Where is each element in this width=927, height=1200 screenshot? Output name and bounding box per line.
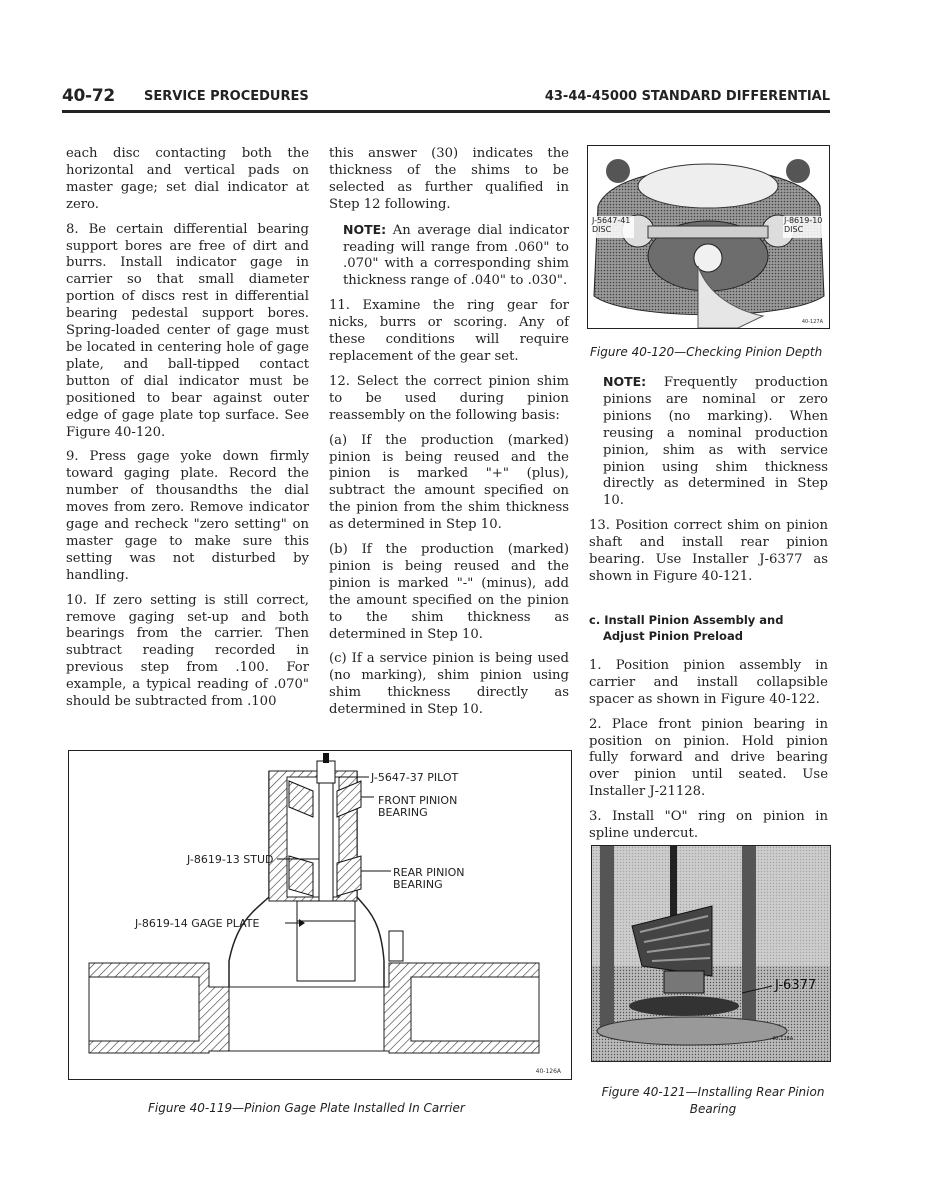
figure-40-121-photo bbox=[591, 845, 831, 1062]
figure-code: 40-126A bbox=[535, 1068, 561, 1075]
caption-line-1: Figure 40-121—Installing Rear Pinion bbox=[601, 1085, 825, 1099]
note-label: NOTE: bbox=[343, 221, 387, 237]
paragraph-step-c3: 3. Install "O" ring on pinion in spline undercut. bbox=[589, 809, 828, 842]
note-text: Frequently production pinions are nominal or zero pinions (no marking). When reusing a nominal production pinion, shim as with service pinion using shim thickness directly as determined in Step 10. bbox=[603, 375, 828, 509]
label-right-disc bbox=[784, 216, 822, 234]
label-front-bearing bbox=[378, 795, 457, 819]
label-right-disc-name: DISC bbox=[784, 225, 804, 234]
paragraph-step-13: 13. Position correct shim on pinion shaft and install rear pinion bearing. Use Installer J-6377 as shown in Figure 40-121. bbox=[589, 518, 828, 584]
section-title: SERVICE PROCEDURES bbox=[144, 89, 309, 104]
subsection-letter: c. bbox=[589, 612, 601, 627]
note-label: NOTE: bbox=[603, 374, 647, 389]
column-3 bbox=[589, 374, 828, 851]
column-1 bbox=[66, 146, 309, 719]
label-pilot: J-5647-37 PILOT bbox=[371, 771, 459, 784]
chapter-title: 43-44-45000 STANDARD DIFFERENTIAL bbox=[544, 89, 830, 104]
note-text: An average dial indicator reading will range from .060" to .070" with a corresponding shim thickness range of .040" to .030". bbox=[343, 222, 569, 289]
label-installer: J-6377 bbox=[775, 978, 817, 993]
figure-code: 40-128A bbox=[772, 1036, 794, 1042]
subsection-title-line1: Install Pinion Assembly and bbox=[604, 612, 784, 627]
paragraph-12a: (a) If the production (marked) pinion is being reused and the pinion is marked "+" (plus), subtract the amount specified on the pinion from the shim thickness as determined in Step 10. bbox=[329, 432, 569, 533]
label-left-disc-name: DISC bbox=[592, 225, 612, 234]
paragraph-step-12: 12. Select the correct pinion shim to be used during pinion reassembly on the following basis: bbox=[329, 373, 569, 423]
note-block bbox=[343, 222, 569, 291]
label-rear-line2: BEARING bbox=[393, 878, 443, 891]
paragraph-step-c2: 2. Place front pinion bearing in position on pinion. Hold pinion fully forward and drive bearing over pinion until seated. Use Installer J-21128. bbox=[589, 716, 828, 800]
figure-code: 40-127A bbox=[801, 319, 823, 325]
paragraph-step-8: 8. Be certain differential bearing support bores are free of dirt and burrs. Install indicator gage in carrier so that small diameter portion of discs rest in differential bearing pedestal support bores. Spring-loaded center of gage must be located in centering hole of gage plate, and ball-tipped contact button of dial indicator must be positioned to bear against outer edge of gage plate top surface. See Figure 40-120. bbox=[66, 221, 309, 440]
paragraph-step-c1: 1. Position pinion assembly in carrier and install collapsible spacer as shown in Figure 40-122. bbox=[589, 657, 828, 707]
label-front-line1: FRONT PINION bbox=[378, 794, 458, 807]
paragraph: this answer (30) indicates the thickness of the shims to be selected as further qualified in Step 12 following. bbox=[329, 146, 569, 212]
label-left-disc-tool: J-5647-41 bbox=[592, 216, 631, 225]
figure-40-120-photo bbox=[587, 145, 830, 329]
figure-40-120-caption: Figure 40-120—Checking Pinion Depth bbox=[590, 345, 823, 359]
paragraph-step-10: 10. If zero setting is still correct, remove gaging set-up and both bearings from the carrier. Then subtract reading recorded in previous step from .100. For example, a typical reading of .070" should be subtracted from .100 bbox=[66, 592, 309, 710]
figure-40-119-diagram bbox=[68, 750, 572, 1080]
label-front-line2: BEARING bbox=[378, 806, 428, 819]
page-number: 40-72 bbox=[62, 86, 115, 106]
caption-line-2: Bearing bbox=[689, 1102, 737, 1116]
paragraph-12c: (c) If a service pinion is being used (no marking), shim pinion using shim thickness directly as determined in Step 10. bbox=[329, 651, 569, 718]
subsection-title-line2: Adjust Pinion Preload bbox=[603, 628, 743, 643]
paragraph-step-9: 9. Press gage yoke down firmly toward gaging plate. Record the number of thousandths the dial moves from zero. Remove indicator gage and recheck "zero setting" on master gage to make sure this setting was not disturbed by handling. bbox=[66, 449, 309, 583]
note-block bbox=[603, 374, 828, 510]
figure-40-119-caption: Figure 40-119—Pinion Gage Plate Installed In Carrier bbox=[148, 1101, 465, 1115]
label-right-disc-tool: J-8619-10 bbox=[784, 216, 823, 225]
paragraph-12b: (b) If the production (marked) pinion is being reused and the pinion is marked "-" (minus), add the amount specified on the pinion to the shim thickness as determined in Step 10. bbox=[329, 542, 569, 642]
subsection-heading bbox=[589, 612, 828, 644]
label-rear-bearing bbox=[393, 867, 465, 891]
page-header bbox=[62, 84, 830, 113]
label-gage-plate: J-8619-14 GAGE PLATE bbox=[135, 917, 260, 930]
paragraph-step-11: 11. Examine the ring gear for nicks, burrs or scoring. Any of these conditions will require replacement of the gear set. bbox=[329, 298, 569, 364]
paragraph: each disc contacting both the horizontal and vertical pads on master gage; set dial indicator at zero. bbox=[66, 146, 309, 212]
column-2 bbox=[329, 146, 569, 727]
label-left-disc bbox=[592, 216, 630, 234]
label-rear-line1: REAR PINION bbox=[393, 866, 465, 879]
figure-40-121-caption bbox=[594, 1084, 832, 1118]
label-stud: J-8619-13 STUD bbox=[187, 853, 274, 866]
